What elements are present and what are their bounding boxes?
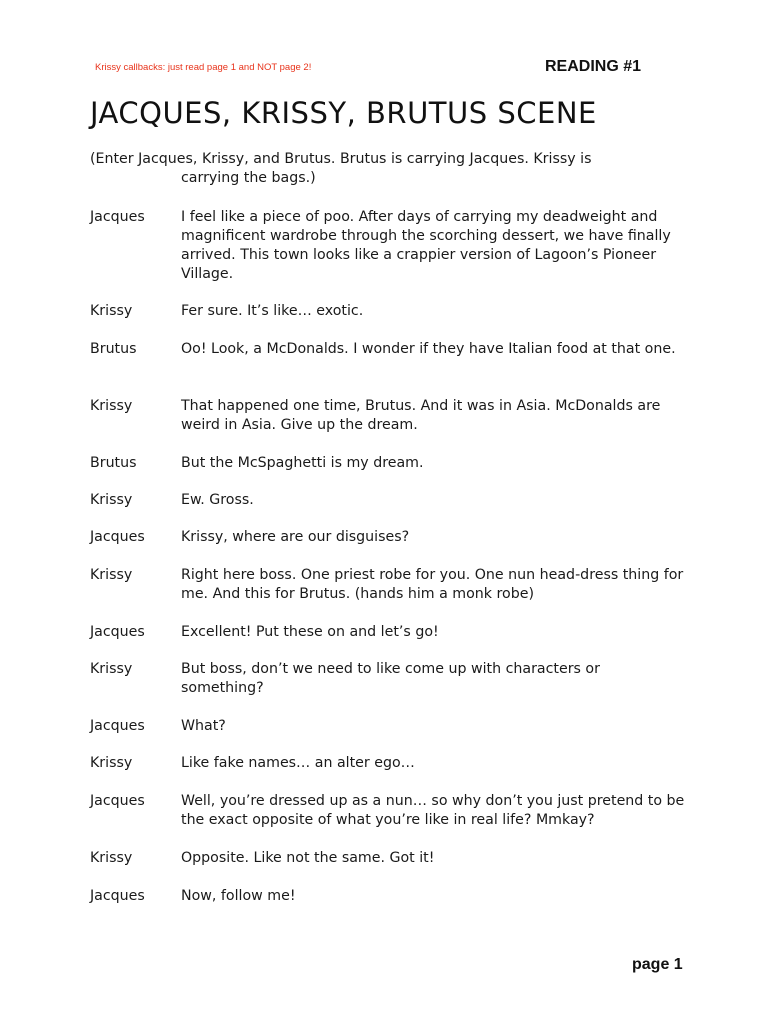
speaker-name: Jacques — [90, 793, 145, 809]
page-number: page 1 — [632, 956, 683, 973]
dialogue-text: Right here boss. One priest robe for you. One nun head-dress thing for me. And this for Brutus. (hands him a monk robe) — [181, 567, 684, 602]
speaker-name: Brutus — [90, 341, 137, 357]
dialogue-text: I feel like a piece of poo. After days of carrying my deadweight and magnificent wardrobe through the scorching dessert, we have finally arrived. This town looks like a crappier version of Lagoon’s Pioneer Village. — [181, 209, 671, 282]
dialogue-text: But boss, don’t we need to like come up with characters or something? — [181, 661, 600, 696]
speaker-name: Krissy — [90, 567, 133, 583]
reading-label: READING #1 — [545, 58, 642, 75]
dialogue-text: Now, follow me! — [181, 888, 296, 904]
dialogue-text: Krissy, where are our disguises? — [181, 529, 410, 545]
speaker-name: Jacques — [90, 529, 145, 545]
dialogue-text: Well, you’re dressed up as a nun… so why don’t you just pretend to be the exact opposite of what you’re like in real life? Mmkay? — [181, 793, 685, 828]
dialogue-text: Like fake names… an alter ego… — [181, 755, 415, 771]
scene-title: JACQUES, KRISSY, BRUTUS SCENE — [90, 96, 597, 130]
speaker-name: Jacques — [90, 718, 145, 734]
dialogue-text: Excellent! Put these on and let’s go! — [181, 624, 439, 640]
dialogue-text: Ew. Gross. — [181, 492, 254, 508]
speaker-name: Krissy — [90, 398, 133, 414]
stage-direction-line-1: (Enter Jacques, Krissy, and Brutus. Brutus is carrying Jacques. Krissy is — [90, 151, 592, 167]
stage-direction-line-2: carrying the bags.) — [181, 170, 316, 186]
speaker-name: Jacques — [90, 209, 145, 225]
dialogue-text: That happened one time, Brutus. And it was in Asia. McDonalds are weird in Asia. Give up the dream. — [181, 398, 661, 433]
stage-direction — [90, 150, 690, 188]
speaker-name: Jacques — [90, 888, 145, 904]
speaker-name: Krissy — [90, 661, 133, 677]
speaker-name: Krissy — [90, 850, 133, 866]
speaker-name: Krissy — [90, 755, 133, 771]
dialogue-text: What? — [181, 718, 226, 734]
dialogue-text: Oo! Look, a McDonalds. I wonder if they have Italian food at that one. — [181, 341, 676, 357]
speaker-name: Jacques — [90, 624, 145, 640]
callback-note: Krissy callbacks: just read page 1 and NOT page 2! — [95, 62, 312, 73]
dialogue-text: But the McSpaghetti is my dream. — [181, 455, 424, 471]
dialogue-text: Fer sure. It’s like… exotic. — [181, 303, 364, 319]
speaker-name: Krissy — [90, 303, 133, 319]
speaker-name: Krissy — [90, 492, 133, 508]
speaker-name: Brutus — [90, 455, 137, 471]
dialogue-text: Opposite. Like not the same. Got it! — [181, 850, 435, 866]
